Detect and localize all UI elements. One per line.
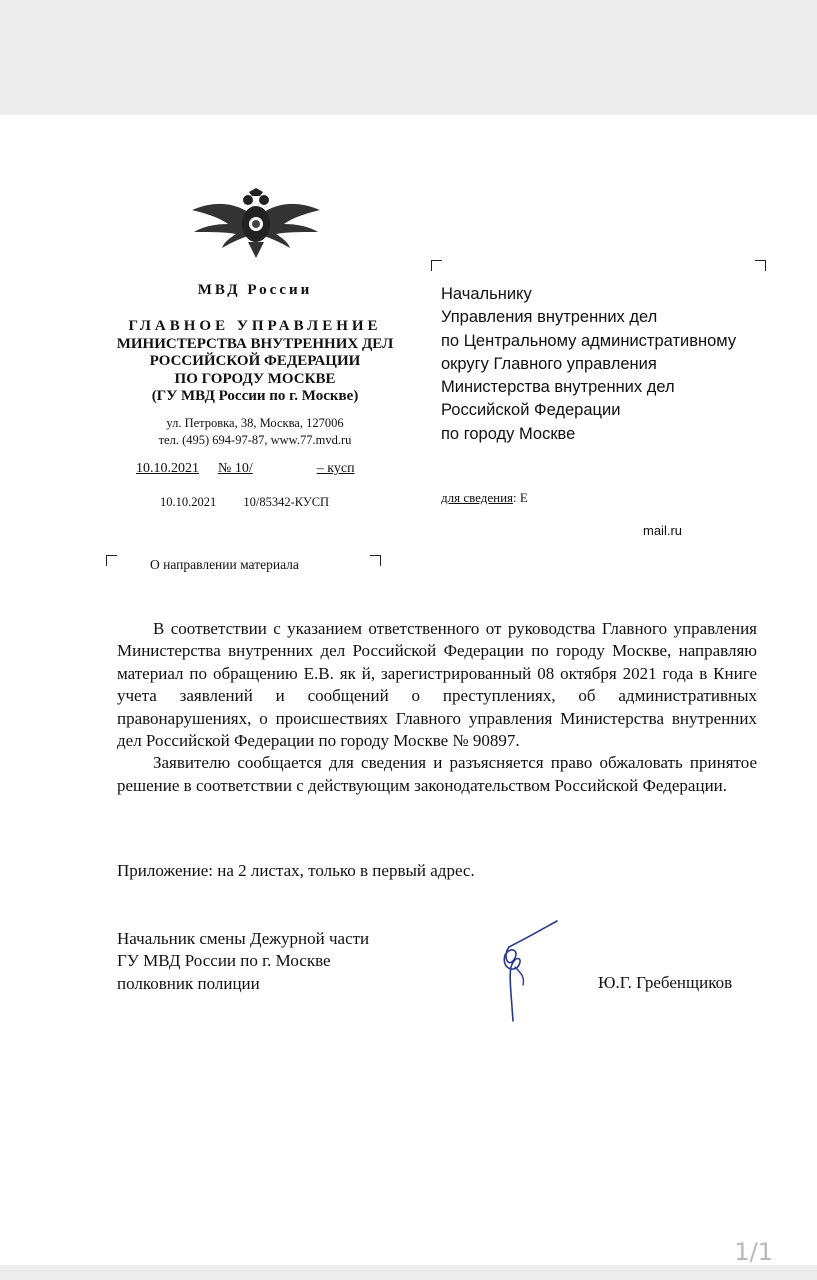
position-line-3: полковник полиции	[117, 973, 260, 993]
email-fragment: mail.ru	[643, 523, 683, 538]
org-line-3: РОССИЙСКОЙ ФЕДЕРАЦИИ	[149, 353, 361, 369]
stamp-date: 10.10.2021	[160, 495, 217, 509]
recipient-line: по Центральному административному	[441, 331, 737, 350]
recipient-line: Начальнику	[441, 285, 532, 303]
address-line-2: тел. (495) 694-97-87, www.77.mvd.ru	[158, 433, 352, 447]
recipient-line: Министерства внутренних дел	[441, 378, 675, 397]
viewer-top-bar	[0, 0, 817, 115]
handwritten-signature-icon	[495, 915, 565, 1025]
registration-number-prefix: № 10/	[218, 461, 253, 476]
recipient-line: по городу Москве	[441, 424, 576, 443]
page-indicator: 1/1	[734, 1238, 773, 1266]
org-line-1: ГЛАВНОЕ УПРАВЛЕНИЕ	[128, 318, 382, 334]
for-information-line	[441, 490, 528, 506]
attachment-note: Приложение: на 2 листах, только в первый адрес.	[117, 861, 475, 880]
position-line-2: ГУ МВД России по г. Москве	[117, 951, 331, 971]
registration-stamp	[160, 495, 353, 510]
viewer-bottom-bar	[0, 1265, 817, 1280]
double-headed-eagle-emblem-icon	[186, 188, 326, 260]
for-info-value: : Е	[513, 490, 528, 505]
registration-line	[118, 461, 355, 477]
recipient-line: Российской Федерации	[441, 401, 621, 420]
subject-bracket-left	[106, 555, 117, 566]
recipient-bracket-right	[755, 260, 766, 271]
organization-address	[85, 415, 425, 449]
registration-number-suffix: – кусп	[316, 461, 355, 476]
recipient-bracket-left	[431, 260, 442, 271]
signatory-position	[117, 928, 369, 995]
signatory-name: Ю.Г. Гребенщиков	[598, 973, 733, 992]
recipient-line: Управления внутренних дел	[441, 308, 658, 327]
org-line-4: ПО ГОРОДУ МОСКВЕ	[174, 370, 336, 387]
org-line-5: (ГУ МВД России по г. Москве)	[151, 388, 359, 404]
address-line-1: ул. Петровка, 38, Москва, 127006	[166, 416, 344, 430]
recipient-block	[441, 283, 736, 446]
registration-date: 10.10.2021	[136, 461, 199, 476]
organization-name	[85, 318, 425, 406]
body-paragraph-1: В соответствии с указанием ответственного от руководства Главного управления Министерства внутренних дел Российской Федерации по городу Москве, направляю материал по обращению Е.В. як й, зарегистрированный 08 октября 2021 года в Книге учета заявлений и сообщений о преступлениях, об административных правонарушениях, о происшествиях Главного управления Министерства внутренних дел Российской Федерации по городу Москве № 90897.	[117, 619, 757, 751]
org-line-2: МИНИСТЕРСТВА ВНУТРЕННИХ ДЕЛ	[116, 335, 394, 352]
subject-line: О направлении материала	[150, 557, 299, 572]
letter-body	[117, 618, 757, 797]
recipient-line: округу Главного управления	[441, 354, 657, 373]
ministry-name: МВД России	[197, 282, 313, 298]
document-page	[0, 115, 817, 1265]
position-line-1: Начальник смены Дежурной части	[117, 929, 370, 948]
stamp-number: 10/85342-КУСП	[243, 495, 330, 509]
subject-bracket-right	[370, 555, 381, 566]
body-paragraph-2: Заявителю сообщается для сведения и разъясняется право обжаловать принятое решение в соответствии с действующим законодательством Российской Федерации.	[117, 753, 757, 795]
for-info-label: для сведения	[441, 490, 514, 505]
